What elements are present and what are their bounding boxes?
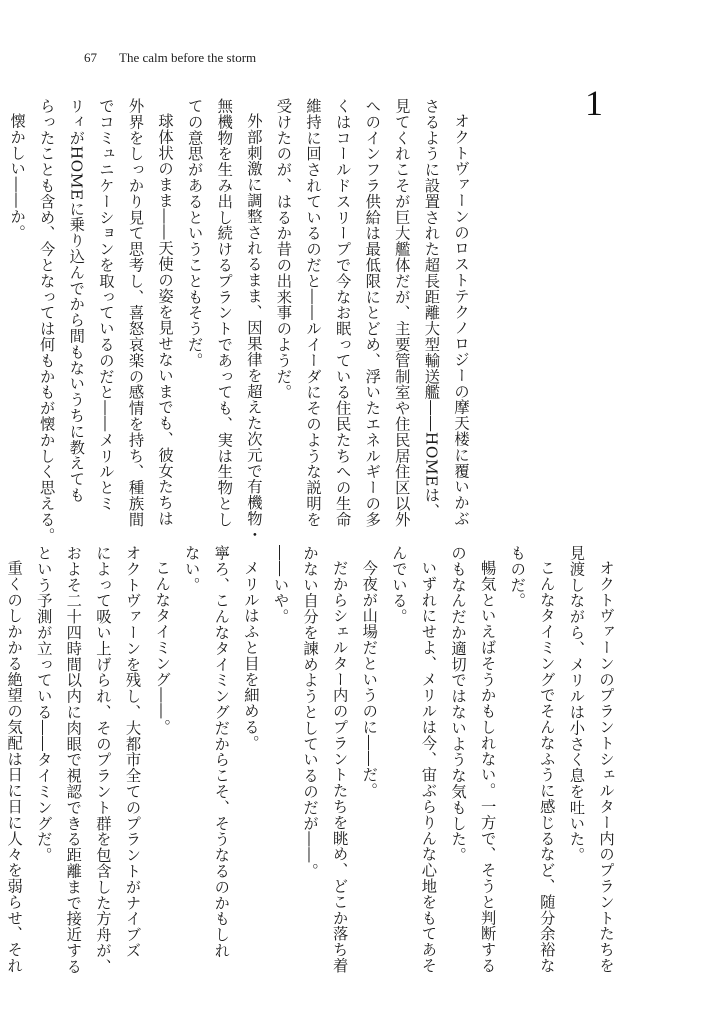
text-line: メリルはふと目を細める。: [241, 560, 260, 752]
text-line: へのインフラ供給は最低限にとどめ、浮いたエネルギーの多: [363, 98, 382, 528]
text-line: 外界をしっかり見て思考し、喜怒哀楽の感情を持ち、種族間: [126, 98, 145, 528]
text-line: およそ二十四時間以内に肉眼で視認できる距離まで接近する: [64, 545, 83, 975]
text-line: のもなんだか適切ではないような気もした。: [449, 545, 468, 863]
text-line: こんなタイミングでそんなふうに感じるなど、随分余裕な: [537, 560, 556, 974]
text-line: リィがHOMEに乗り込んでから間もないうちに教えても: [67, 98, 86, 503]
text-line: 受けたのが、はるか昔の出来事のようだ。: [274, 98, 293, 401]
text-line: ての意思があるということもそうだ。: [185, 98, 204, 369]
text-line: だからシェルター内のプラントたちを眺め、どこか落ち着: [330, 560, 349, 974]
text-line: ない。: [182, 545, 201, 593]
text-line: 重くのしかかる絶望の気配は日に日に人々を弱らせ、それ: [5, 560, 24, 974]
chapter-number: 1: [585, 83, 603, 123]
text-line: いずれにせよ、メリルは今、宙ぶらりんな心地をもてあそ: [419, 560, 438, 974]
text-line: という予測が立っている――タイミングだ。: [34, 545, 53, 863]
text-line: 球体状のまま――天使の姿を見せないまでも、彼女たちは: [156, 113, 175, 527]
text-line: によって吸い上げられ、そのプラント群を包含した方舟が、: [93, 545, 112, 975]
text-line: オクトヴァーンを残し、大都市全てのプラントがナイブズ: [123, 545, 142, 959]
text-line: 暢気といえばそうかもしれない。一方で、そうと判断する: [478, 560, 497, 974]
text-line: くはコールドスリープで今なお眠っている住民たちへの生命: [333, 98, 352, 528]
text-line: らったことも含め、今となっては何もかもが懐かしく思える。: [37, 98, 56, 544]
text-line: オクトヴァーンのプラントシェルター内のプラントたちを: [597, 560, 615, 974]
running-header: [84, 50, 256, 66]
text-line: オクトヴァーンのロストテクノロジーの摩天楼に覆いかぶ: [452, 113, 470, 527]
text-line: 見渡しながら、メリルは小さく息を吐いた。: [567, 545, 586, 863]
text-line: 外部刺激に調整されるまま、因果律を超えた次元で有機物・: [244, 113, 263, 543]
text-line: 見てくれこそが巨大艦体だが、主要管制室や住民居住区以外: [392, 98, 411, 528]
text-line: 今夜が山場だというのに――だ。: [360, 560, 379, 799]
text-line: ――いや。: [271, 545, 290, 625]
text-line: んでいる。: [389, 545, 408, 625]
text-line: さるように設置された超長距離大型輸送艦――HOMEは、: [422, 98, 441, 519]
text-line: 維持に回されているのだと――ルイーダにそのような説明を: [304, 98, 323, 528]
text-line: こんなタイミング――。: [153, 560, 172, 736]
text-line: 寧ろ、こんなタイミングだからこそ、そうなるのかもしれ: [212, 545, 231, 959]
text-block-top: [8, 98, 475, 544]
running-title: The calm before the storm: [119, 50, 257, 65]
text-line: 懐かしい――か。: [8, 113, 27, 241]
text-line: 無機物を生み出し続けるプラントであっても、実は生物とし: [215, 98, 234, 528]
page-number: 67: [84, 50, 97, 65]
text-line: かない自分を諫めようとしているのだが――。: [301, 545, 320, 879]
text-line: でコミュニケーションを取っているのだと――メリルとミ: [96, 98, 115, 512]
text-block-bottom: [5, 545, 620, 975]
text-line: ものだ。: [508, 545, 527, 609]
